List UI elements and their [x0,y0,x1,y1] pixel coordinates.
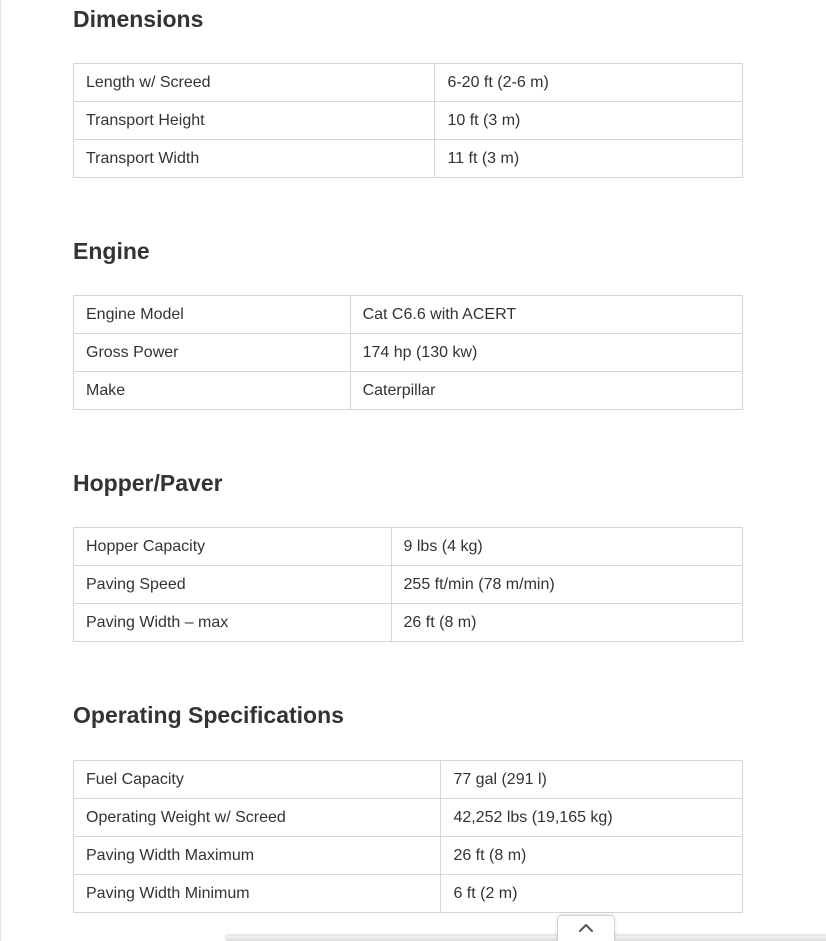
table-row [74,296,743,334]
section-title: Engine [73,238,150,264]
spec-table [73,63,743,178]
spec-label: Paving Width – max [74,604,392,642]
spec-value: 26 ft (8 m) [441,837,743,875]
spec-value: 42,252 lbs (19,165 kg) [441,799,743,837]
spec-label: Paving Speed [74,566,392,604]
spec-value: 77 gal (291 l) [441,761,743,799]
spec-label: Operating Weight w/ Screed [74,799,441,837]
spec-label: Engine Model [74,296,351,334]
spec-value: 26 ft (8 m) [391,604,742,642]
spec-label: Paving Width Minimum [74,875,441,913]
spec-value: 6 ft (2 m) [441,875,743,913]
table-row [74,102,743,140]
table-row [74,566,743,604]
spec-value: 174 hp (130 kw) [350,334,742,372]
table-row [74,604,743,642]
scroll-to-top-button[interactable] [557,915,615,941]
table-row [74,761,743,799]
table-row [74,334,743,372]
section-hopper-paver [73,469,743,631]
spec-label: Hopper Capacity [74,528,392,566]
bottom-drawer-bar [226,936,826,941]
spec-value: 255 ft/min (78 m/min) [391,566,742,604]
spec-value: 11 ft (3 m) [435,140,743,178]
spec-value: Caterpillar [350,372,742,410]
spec-table [73,527,743,642]
table-row [74,64,743,102]
spec-label: Gross Power [74,334,351,372]
section-operating-specifications [73,701,743,902]
spec-value: 9 lbs (4 kg) [391,528,742,566]
spec-label: Paving Width Maximum [74,837,441,875]
chevron-up-icon [578,920,594,938]
spec-table [73,760,743,913]
spec-label: Transport Width [74,140,435,178]
spec-table [73,295,743,410]
spec-value: 6-20 ft (2-6 m) [435,64,743,102]
table-row [74,799,743,837]
table-row [74,875,743,913]
section-title: Operating Specifications [73,702,344,728]
table-row [74,528,743,566]
section-title: Hopper/Paver [73,470,223,496]
spec-label: Transport Height [74,102,435,140]
spec-value: 10 ft (3 m) [435,102,743,140]
table-row [74,372,743,410]
spec-label: Make [74,372,351,410]
table-row [74,140,743,178]
spec-label: Length w/ Screed [74,64,435,102]
section-engine [73,237,743,399]
table-row [74,837,743,875]
section-dimensions [73,5,743,167]
spec-value: Cat C6.6 with ACERT [350,296,742,334]
spec-label: Fuel Capacity [74,761,441,799]
section-title: Dimensions [73,6,204,32]
